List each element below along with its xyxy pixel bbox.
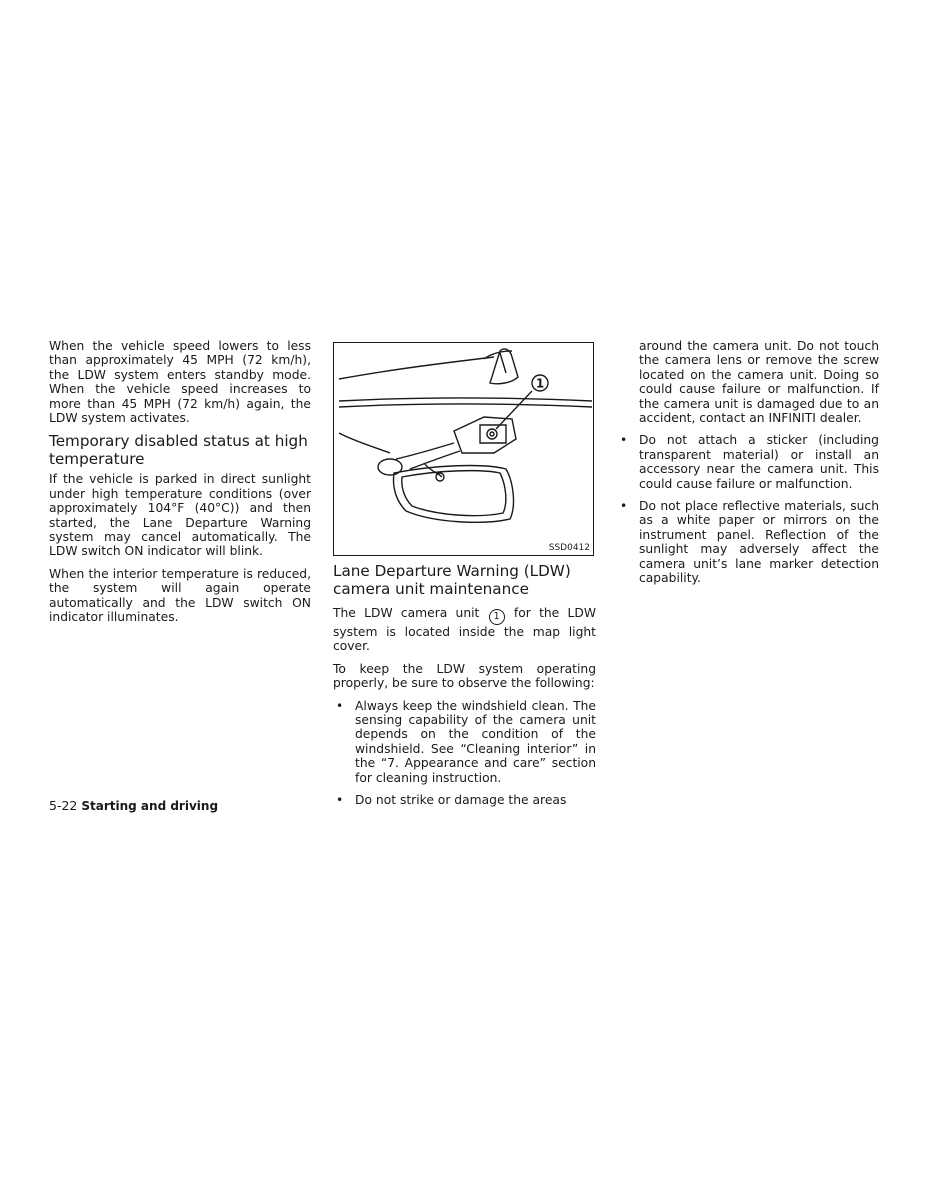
page-footer: [49, 798, 218, 813]
paragraph-camera-location: The LDW camera unit 1 for the LDW system is located inside the map light cover.: [333, 606, 596, 654]
bullet-continuation: around the camera unit. Do not touch the camera lens or remove the screw located on the camera unit. Doing so could cause failure or malfunction. If the camera unit is damaged due to an accident, contact an INFINITI dealer.: [639, 339, 879, 426]
figure-code: SSD0412: [548, 543, 590, 553]
inline-callout-marker: 1: [489, 609, 505, 625]
bullet-windshield-clean: • Always keep the windshield clean. The sensing capability of the camera unit depends on the condition of the windshield. See “Cleaning interior” in the “7. Appearance and care” section for cleaning instruction.: [336, 698, 596, 785]
paragraph-standby-mode: When the vehicle speed lowers to less than approximately 45 MPH (72 km/h), the LDW system enters standby mode. When the vehicle speed increases to more than 45 MPH (72 km/h) again, the LDW system activates.: [49, 339, 311, 426]
column-left: [49, 339, 311, 633]
camera-drawing: [334, 343, 593, 555]
heading-temporary-disabled: Temporary disabled status at high temperature: [49, 432, 308, 468]
bullet-icon: •: [620, 433, 628, 448]
bullet-icon: •: [336, 793, 344, 808]
bullet-no-reflective: • Do not place reflective materials, such as a white paper or mirrors on the instrument panel. Reflection of the sunlight may adversely affect the camera unit’s lane marker detection capability.: [620, 499, 879, 586]
section-title: Starting and driving: [81, 799, 219, 813]
camera-unit-illustration: [333, 342, 594, 556]
paragraph-observe-following: To keep the LDW system operating properly, be sure to observe the following:: [333, 661, 596, 691]
paragraph-temperature-reduced: When the interior temperature is reduced, the system will again operate automatically and the LDW switch ON indicator illuminates.: [49, 566, 311, 625]
heading-camera-maintenance: Lane Departure Warning (LDW) camera unit maintenance: [333, 562, 571, 598]
bullet-no-sticker: • Do not attach a sticker (including transparent material) or install an accessory near the camera unit. This could cause failure or malfunction.: [620, 433, 879, 491]
column-middle: [333, 563, 596, 815]
paragraph-high-temperature: If the vehicle is parked in direct sunlight under high temperature conditions (over approximately 104°F (40°C)) and then started, the Lane Departure Warning system may cancel automatically. The LDW switch ON indicator will blink.: [49, 472, 311, 559]
bullet-icon: •: [620, 499, 628, 514]
callout-number: 1: [535, 376, 545, 391]
bullet-do-not-strike: • Do not strike or damage the areas: [336, 793, 567, 808]
bullet-icon: •: [336, 698, 344, 713]
page-number: 5-22: [49, 798, 78, 813]
column-right: [617, 339, 879, 594]
